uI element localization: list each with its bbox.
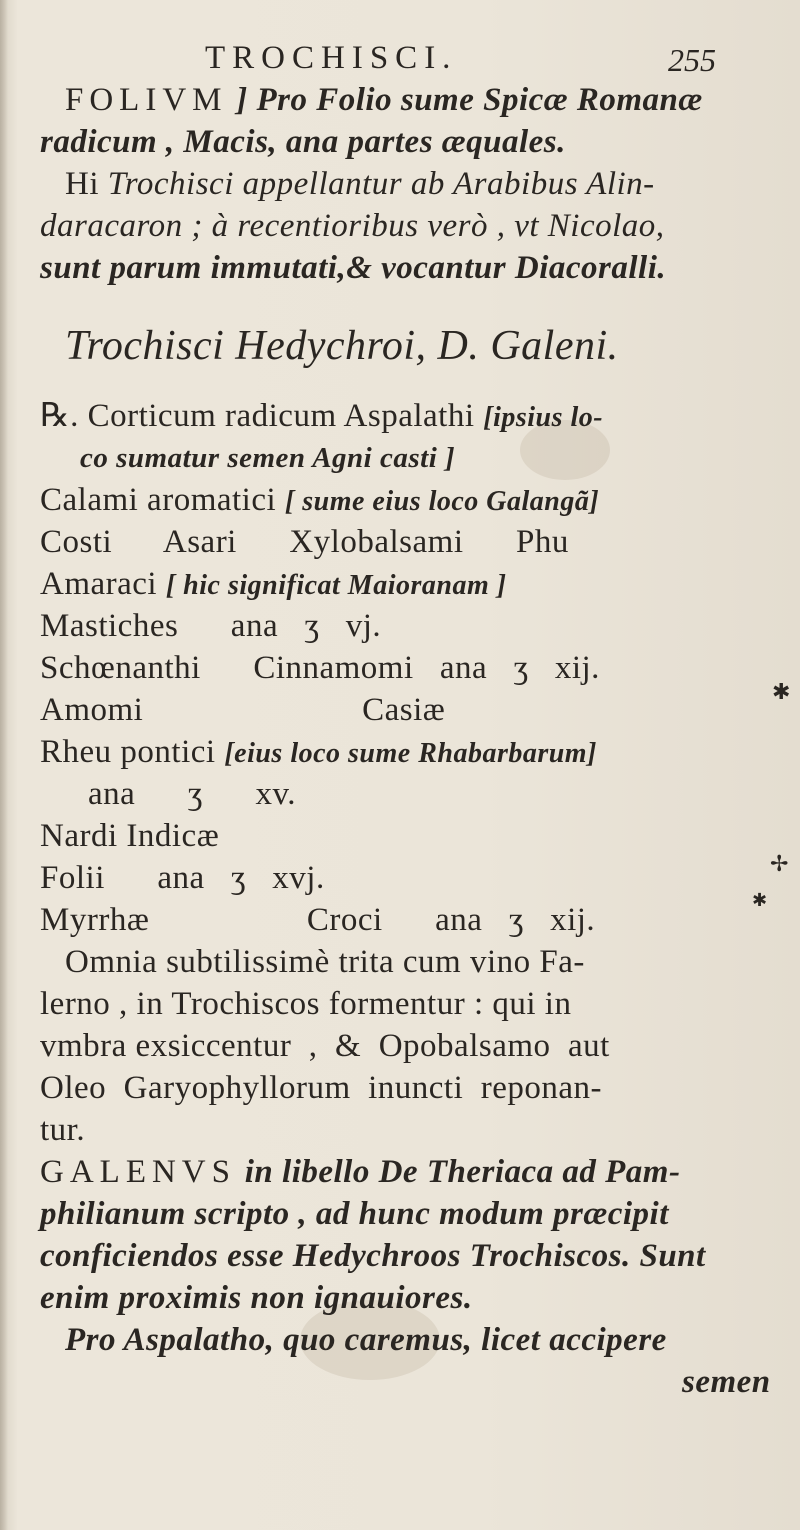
galen-line-2: philianum scripto , ad hunc modum præcipit bbox=[40, 1196, 669, 1232]
margin-cross-icon: ✢ bbox=[770, 852, 789, 877]
recipe-text-1: Corticum radicum Aspalathi bbox=[87, 398, 475, 434]
intro-line-3 bbox=[65, 164, 655, 204]
intro-label-hi: Hi bbox=[65, 166, 99, 202]
gutter-shadow bbox=[0, 0, 8, 1530]
intro-text-3: Trochisci appellantur ab Arabibus Alin- bbox=[107, 166, 655, 202]
galen-line-3: conficiendos esse Hedychroos Trochiscos. Sunt bbox=[40, 1238, 706, 1274]
catchword: semen bbox=[682, 1364, 771, 1400]
intro-label-folium: FOLIVM bbox=[65, 82, 228, 118]
recipe-note-1: [ipsius lo- bbox=[483, 402, 604, 433]
recipe-line-4: Costi Asari Xylobalsami Phu bbox=[40, 524, 569, 560]
recipe-line-10: ana ʒ xv. bbox=[88, 776, 297, 812]
galen-line-5: Pro Aspalatho, quo caremus, licet accipere bbox=[65, 1322, 667, 1358]
recipe-note-2: co sumatur semen Agni casti ] bbox=[80, 442, 456, 474]
recipe-line-9 bbox=[40, 732, 597, 774]
recipe-note-9: [eius loco sume Rhabarbarum] bbox=[224, 738, 597, 769]
recipe-text-9: Rheu pontici bbox=[40, 734, 216, 770]
page-number: 255 bbox=[668, 42, 716, 78]
instructions-line-3: vmbra exsiccentur , & Opobalsamo aut bbox=[40, 1028, 610, 1064]
intro-line-4: daracaron ; à recentioribus verò , vt Nicolao, bbox=[40, 208, 665, 244]
instructions-line-2: lerno , in Trochiscos formentur : qui in bbox=[40, 986, 572, 1022]
recipe-symbol: ℞. bbox=[40, 398, 79, 434]
section-heading: Trochisci Hedychroi, D. Galeni. bbox=[65, 323, 619, 369]
margin-asterisk-icon: ✱ bbox=[772, 680, 791, 705]
instructions-line-4: Oleo Garyophyllorum inuncti reponan- bbox=[40, 1070, 603, 1106]
instructions-line-1: Omnia subtilissimè trita cum vino Fa- bbox=[65, 944, 585, 980]
intro-line-1 bbox=[65, 80, 703, 120]
recipe-text-5: Amaraci bbox=[40, 566, 158, 602]
recipe-line-8: Amomi Casiæ bbox=[40, 692, 446, 728]
galen-line-4: enim proximis non ignauiores. bbox=[40, 1280, 473, 1316]
margin-asterisk-icon: ✱ bbox=[752, 890, 768, 911]
recipe-line-11: Nardi Indicæ bbox=[40, 818, 220, 854]
intro-line-5: sunt parum immutati,& vocantur Diacoralli. bbox=[40, 250, 667, 286]
recipe-line-3 bbox=[40, 480, 599, 522]
intro-line-2: radicum , Macis, ana partes æquales. bbox=[40, 124, 566, 160]
instructions-line-5: tur. bbox=[40, 1112, 86, 1148]
intro-text-1: ] Pro Folio sume Spicæ Romanæ bbox=[236, 82, 703, 118]
recipe-line-6: Mastiches ana ʒ vj. bbox=[40, 608, 382, 644]
galen-text-1: in libello De Theriaca ad Pam- bbox=[244, 1154, 681, 1190]
recipe-line-5 bbox=[40, 564, 507, 606]
recipe-note-3: [ sume eius loco Galangã] bbox=[284, 486, 600, 517]
running-head-title: TROCHISCI. bbox=[205, 40, 458, 76]
galen-line-1 bbox=[40, 1152, 680, 1192]
recipe-line-13: Myrrhæ Croci ana ʒ xij. bbox=[40, 902, 596, 938]
galen-label: GALENVS bbox=[40, 1154, 236, 1190]
recipe-line-1 bbox=[40, 396, 603, 438]
recipe-line-7: Schœnanthi Cinnamomi ana ʒ xij. bbox=[40, 650, 600, 686]
recipe-line-12: Folii ana ʒ xvj. bbox=[40, 860, 325, 896]
recipe-note-5: [ hic significat Maioranam ] bbox=[165, 570, 507, 601]
recipe-text-3: Calami aromatici bbox=[40, 482, 277, 518]
